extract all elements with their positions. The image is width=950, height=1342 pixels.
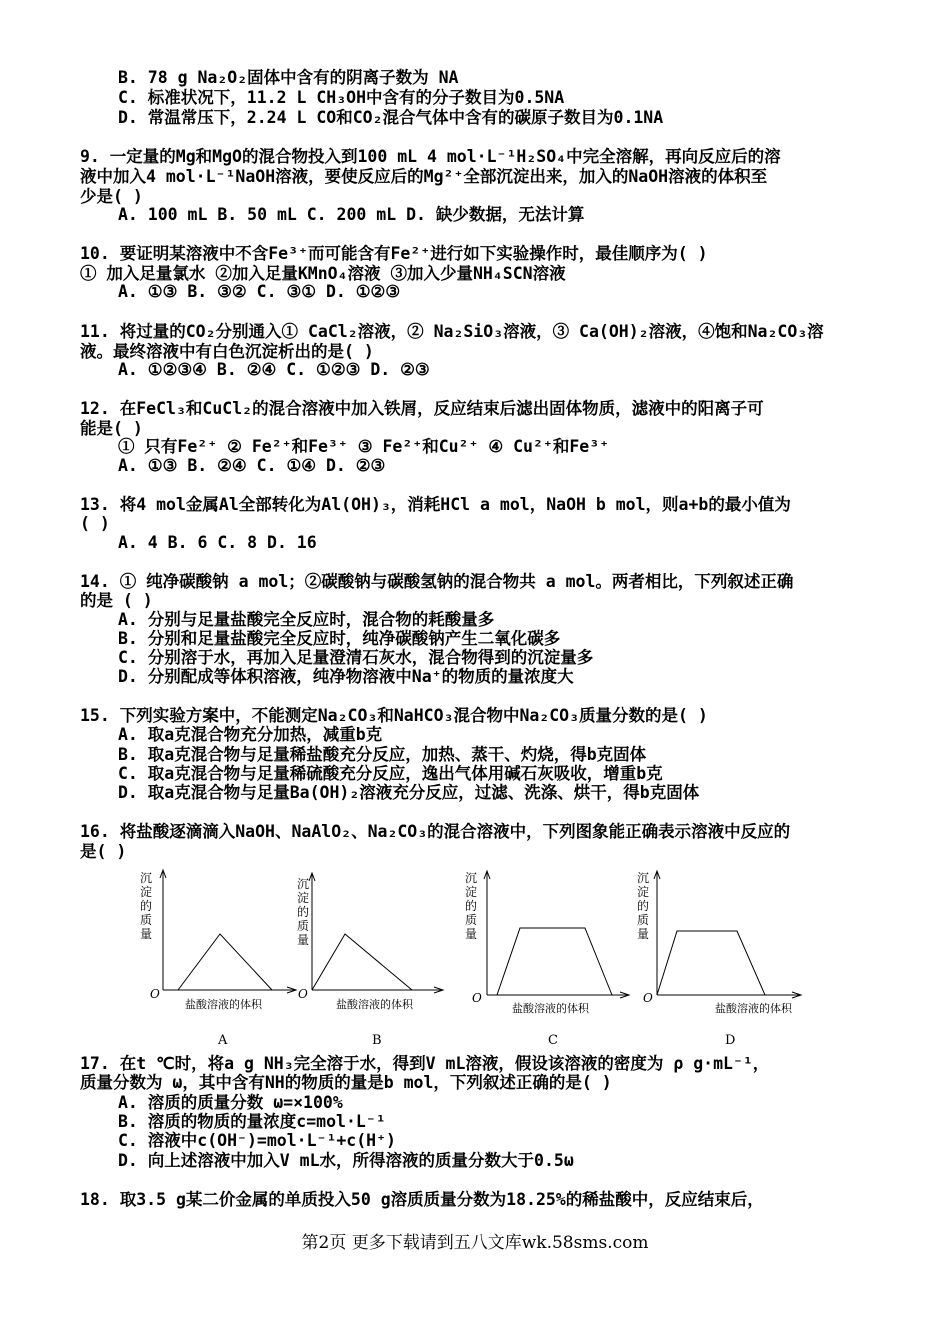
q11-stem-line-2: 液。最终溶液中有白色沉淀析出的是( ) [80,342,374,361]
q17-option-a: A. 溶质的质量分数 ω=×100% [118,1093,343,1112]
graph-c-origin: O [472,991,482,1005]
q12-stem-line-1: 12. 在FeCl₃和CuCl₂的混合溶液中加入铁屑，反应结束后滤出固体物质，滤液中的阳离子可 [80,399,764,418]
q14-stem-line-1: 14. ① 纯净碳酸钠 a mol；②碳酸钠与碳酸氢钠的混合物共 a mol。两者相比，下列叙述正确 [80,572,794,591]
graph-d-ylabel-3: 的 [637,899,650,913]
q14-stem-line-2: 的是 ( ) [80,591,153,610]
q11-stem-line-1: 11. 将过量的CO₂分别通入① CaCl₂溶液，② Na₂SiO₃溶液，③ Ca(OH)₂溶液，④饱和Na₂CO₃溶 [80,322,824,341]
q12-options: A. ①③ B. ②④ C. ①④ D. ②③ [118,456,386,475]
graph-b-origin: O [298,987,308,1001]
graph-d-name: D [725,1033,736,1048]
graph-a-ylabel-5: 量 [140,927,153,941]
graph-d-ylabel-5: 量 [637,927,650,941]
graph-b [297,873,443,1048]
graph-a [140,870,296,1048]
q16-graphs [0,862,950,1057]
graph-b-name: B [372,1033,382,1048]
q12-stem-line-2: 能是( ) [80,419,143,438]
q13-stem-line-2: ( ) [80,514,110,533]
q17-option-b: B. 溶质的物质的量浓度c=mol·L⁻¹ [118,1112,386,1131]
q10-stem-line-1: 10. 要证明某溶液中不含Fe³⁺而可能含有Fe²⁺进行如下实验操作时，最佳顺序为( ) [80,244,708,263]
q8-option-d: D. 常温常压下，2.24 L CO和CO₂混合气体中含有的碳原子数目为0.1NA [118,108,664,127]
graph-d-ylabel-4: 质 [637,913,650,927]
graph-c-ylabel-1: 沉 [465,871,478,885]
q9-stem-line-2: 液中加入4 mol·L⁻¹NaOH溶液，要使反应后的Mg²⁺全部沉淀出来，加入的NaOH溶液的体积至 [80,167,768,186]
q14-option-d: D. 分别配成等体积溶液，纯净物溶液中Na⁺的物质的量浓度大 [118,667,574,686]
graph-a-origin: O [150,987,160,1001]
q9-stem-line-1: 9. 一定量的Mg和MgO的混合物投入到100 mL 4 mol·L⁻¹H₂SO₄中完全溶解，再向反应后的溶 [80,147,781,166]
graph-c-xlabel: 盐酸溶液的体积 [512,1002,589,1015]
graph-a-xlabel: 盐酸溶液的体积 [185,998,262,1011]
graph-b-ylabel-4: 质 [297,919,310,933]
q10-stem-line-2: ① 加入足量氯水 ②加入足量KMnO₄溶液 ③加入少量NH₄SCN溶液 [80,264,566,283]
graph-c-ylabel-5: 量 [465,927,478,941]
graph-c [465,871,629,1048]
graph-a-ylabel-4: 质 [140,913,153,927]
q9-options: A. 100 mL B. 50 mL C. 200 mL D. 缺少数据，无法计算 [118,205,585,224]
graph-b-xlabel: 盐酸溶液的体积 [336,998,413,1011]
page-footer: 第2页 更多下载请到五八文库wk.58sms.com [301,1233,649,1253]
graph-d-xlabel: 盐酸溶液的体积 [715,1002,792,1015]
graph-d-origin: O [643,991,653,1005]
q17-option-d: D. 向上述溶液中加入V mL水，所得溶液的质量分数大于0.5ω [118,1151,574,1170]
q13-options: A. 4 B. 6 C. 8 D. 16 [118,533,317,552]
graph-b-ylabel-1: 沉 [297,877,310,891]
q9-stem-line-3: 少是( ) [80,187,143,206]
q8-option-b: B. 78 g Na₂O₂固体中含有的阴离子数为 NA [118,68,459,87]
graph-c-name: C [548,1033,558,1048]
q16-stem-line-1: 16. 将盐酸逐滴滴入NaOH、NaAlO₂、Na₂CO₃的混合溶液中，下列图象能正确表示溶液中反应的 [80,822,791,841]
q17-stem-line-1: 17. 在t ℃时，将a g NH₃完全溶于水，得到V mL溶液，假设该溶液的密度为 ρ g·mL⁻¹， [80,1054,770,1073]
q8-option-c: C. 标准状况下，11.2 L CH₃OH中含有的分子数目为0.5NA [118,88,565,107]
q14-option-c: C. 分别溶于水，再加入足量澄清石灰水，混合物得到的沉淀量多 [118,648,594,667]
q17-option-c: C. 溶液中c(OH⁻)=mol·L⁻¹+c(H⁺) [118,1131,396,1150]
graph-b-ylabel-2: 淀 [297,891,310,905]
q18-stem-line-1: 18. 取3.5 g某二价金属的单质投入50 g溶质质量分数为18.25%的稀盐酸中，反应结束后， [80,1190,764,1209]
graph-b-ylabel-3: 的 [297,905,310,919]
q17-stem-line-2: 质量分数为 ω，其中含有NH的物质的量是b mol，下列叙述正确的是( ) [80,1073,612,1092]
q11-options: A. ①②③④ B. ②④ C. ①②③ D. ②③ [118,360,430,379]
graph-b-ylabel-5: 量 [297,933,310,947]
q15-option-c: C. 取a克混合物与足量稀硫酸充分反应，逸出气体用碱石灰吸收，增重b克 [118,764,663,783]
q15-option-d: D. 取a克混合物与足量Ba(OH)₂溶液充分反应，过滤、洗涤、烘干，得b克固体 [118,783,700,802]
q14-option-a: A. 分别与足量盐酸完全反应时，混合物的耗酸量多 [118,610,495,629]
q13-stem-line-1: 13. 将4 mol金属Al全部转化为Al(OH)₃，消耗HCl a mol，NaOH b mol，则a+b的最小值为 [80,495,791,514]
graph-c-ylabel-4: 质 [465,913,478,927]
graph-c-ylabel-2: 淀 [465,885,478,899]
graph-c-ylabel-3: 的 [465,899,478,913]
graph-a-ylabel-3: 的 [140,899,153,913]
q12-choices: ① 只有Fe²⁺ ② Fe²⁺和Fe³⁺ ③ Fe²⁺和Cu²⁺ ④ Cu²⁺和Fe³⁺ [118,437,610,456]
q15-option-a: A. 取a克混合物充分加热，减重b克 [118,725,383,744]
q15-option-b: B. 取a克混合物与足量稀盐酸充分反应，加热、蒸干、灼烧，得b克固体 [118,745,647,764]
q10-options: A. ①③ B. ③② C. ③① D. ①②③ [118,282,401,301]
q14-option-b: B. 分别和足量盐酸完全反应时，纯净碳酸钠产生二氧化碳多 [118,629,561,648]
graph-d [637,871,801,1048]
graph-a-ylabel-1: 沉 [140,871,153,885]
q15-stem-line-1: 15. 下列实验方案中，不能测定Na₂CO₃和NaHCO₃混合物中Na₂CO₃质量分数的是( ) [80,706,708,725]
graph-d-ylabel-2: 淀 [637,885,650,899]
graph-a-ylabel-2: 淀 [140,885,153,899]
q16-stem-line-2: 是( ) [80,842,127,861]
graph-d-ylabel-1: 沉 [637,871,650,885]
graph-a-name: A [218,1033,228,1048]
